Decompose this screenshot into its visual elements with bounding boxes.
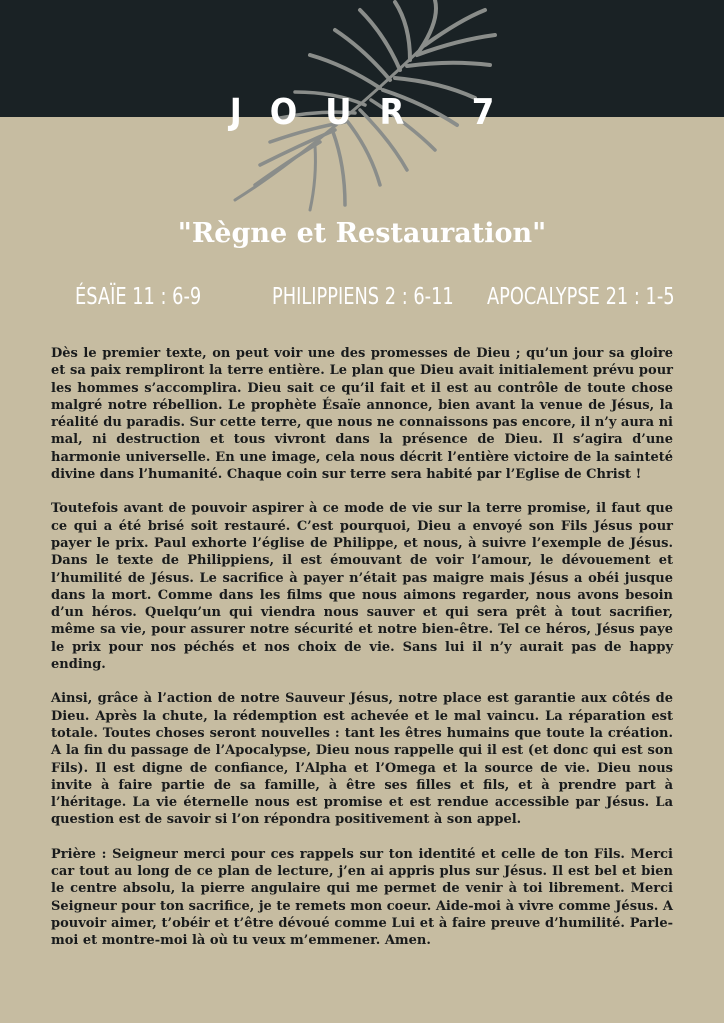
- paragraph-2: Toutefois avant de pouvoir aspirer à ce mode de vie sur la terre promise, il faut que ce qui a été brisé soit restauré. C’est pourquoi, Dieu a envoyé son Fils Jésus pour payer le prix. Paul exhorte l’église de Philippe, et nous, à suivre l’exemple de Jésus. Dans le texte de Philippiens, il est émouvant de voir l’amour, le dévouement et l’humilité de Jésus. Le sacrifice à payer n’était pas maigre mais Jésus a obéi jusque dans la mort. Comme dans les films que nous aimons regarder, nous avons besoin d’un héros. Quelqu’un qui viendra nous sauver et qui sera prêt à tout sacrifier, même sa vie, pour assurer notre sécurité et notre bien-être. Tel ce héros, Jésus paye le prix pour nos péchés et nos choix de vie. Sans lui il n’y aurait pas de happy ending.: [51, 501, 673, 673]
- prayer-paragraph: Prière : Seigneur merci pour ces rappels sur ton identité et celle de ton Fils. Merci car tout au long de ce plan de lecture, j’en ai appris plus sur Jésus. Il est bel et bien le centre absolu, la pierre angulaire qui me permet de venir à toi librement. Merci Seigneur pour ton sacrifice, je te remets mon coeur. Aide-moi à vivre comme Jésus. A pouvoir aimer, t’obéir et t’être dévoué comme Lui et à faire preuve d’humilité. Parle-moi et montre-moi là où tu veux m’emmener. Amen.: [51, 846, 673, 949]
- scripture-reference-isaiah: ÉSAÏE 11 : 6-9: [75, 284, 202, 310]
- paragraph-1: Dès le premier texte, on peut voir une des promesses de Dieu ; qu’un jour sa gloire et sa paix rempliront la terre entière. Le plan que Dieu avait initialement prévu pour les hommes s’accomplira. Dieu sait ce qu’il fait et il est au contrôle de toute chose malgré notre rébellion. Le prophète Ésaïe annonce, bien avant la venue de Jésus, la réalité du paradis. Sur cette terre, que nous ne connaissons pas encore, il n’y aura ni mal, ni destruction et tous vivront dans la présence de Dieu. Il s’agira d’une harmonie universelle. En une image, cela nous décrit l’entière victoire de la sainteté divine dans l’humanité. Chaque coin sur terre sera habité par l’Eglise de Christ !: [51, 346, 673, 483]
- devotional-body: [51, 345, 673, 967]
- paragraph-3: Ainsi, grâce à l’action de notre Sauveur Jésus, notre place est garantie aux côtés de Dieu. Après la chute, la rédemption est achevée et le mal vaincu. La réparation est totale. Toutes choses seront nouvelles : tant les êtres humains que toute la création. A la fin du passage de l’Apocalypse, Dieu nous rappelle qui il est (et donc qui est son Fils). Il est digne de confiance, l’Alpha et l’Omega et la source de vie. Dieu nous invite à faire partie de sa famille, à être ses filles et fils, et à prendre part à l’héritage. La vie éternelle nous est promise et est rendue accessible par Jésus. La question est de savoir si l’on répondra positivement à son appel.: [51, 691, 673, 828]
- scripture-reference-revelation: APOCALYPSE 21 : 1-5: [487, 284, 675, 310]
- scripture-reference-philippians: PHILIPPIENS 2 : 6-11: [272, 284, 454, 310]
- day-title: JOUR 7: [229, 92, 523, 133]
- page-title: "Règne et Restauration": [177, 218, 547, 249]
